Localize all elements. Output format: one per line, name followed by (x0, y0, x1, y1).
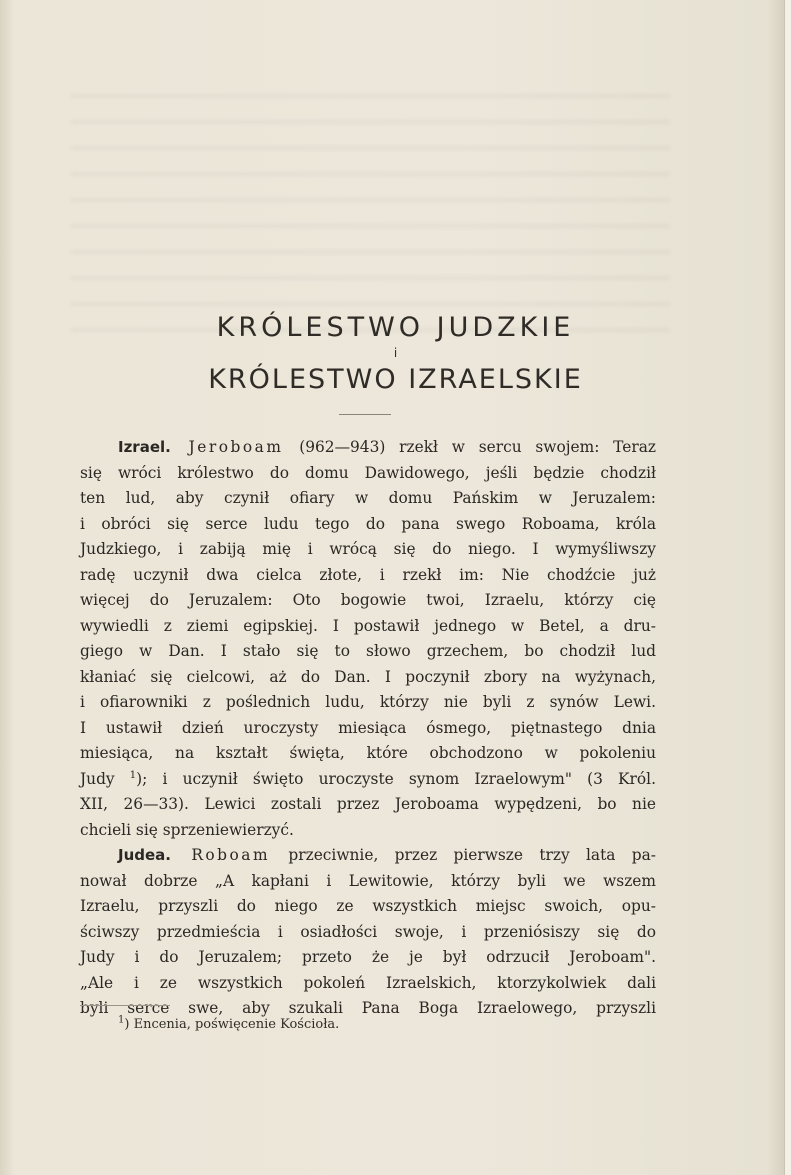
text-line: ten lud, aby czynił ofiary w domu Pańskim w Jeruzalem: (80, 489, 656, 507)
text-line: giego w Dan. I stało się to słowo grzechem, bo chodził lud (80, 642, 656, 660)
text-line: chcieli się sprzeniewierzyć. (80, 820, 294, 839)
text-line: Izraelu, przyszli do niego ze wszystkich miejsc swoich, opu- (80, 897, 656, 915)
text-line: więcej do Jeruzalem: Oto bogowie twoi, Izraelu, którzy cię (80, 591, 656, 609)
title-divider (339, 414, 391, 415)
text-line: wywiedli z ziemi egipskiej. I postawił jednego w Betel, a dru- (80, 616, 656, 635)
text-line: Judy $^1$); i uczynił święto uroczyste synom Izraelowym" (3 Król. (80, 769, 656, 788)
text-line: Judy i do Jeruzalem; przeto że je był odrzucił Jeroboam". (80, 948, 656, 966)
main-text (80, 435, 656, 1022)
text-line: się wróci królestwo do domu Dawidowego, jeśli będzie chodził (80, 463, 656, 482)
chapter-title-line-1: KRÓLESTWO JUDZKIE (216, 312, 575, 343)
footnote-divider (80, 1005, 170, 1006)
text-line: „Ale i ze wszystkich pokoleń Izraelskich, ktorzykolwiek dali (80, 973, 656, 992)
footnote-reference: 1 (129, 769, 137, 781)
text-line: kłaniać się cielcowi, aż do Dan. I poczynił zbory na wyżynach, (80, 667, 656, 686)
side-title-judea: Judea. (118, 846, 171, 864)
text-line: I ustawił dzień uroczysty miesiąca ósmego, piętnastego dnia (80, 718, 656, 737)
show-through-text (70, 95, 670, 335)
text-line: i obróci się serce ludu tego do pana swego Roboama, króla (80, 514, 656, 533)
page-edge (784, 0, 791, 1175)
text-line: Judzkiego, i zabiją mię i wrócą się do niego. I wymyśliwszy (80, 540, 656, 558)
text-line: miesiąca, na kształt święta, które obchodzono w pokoleniu (80, 744, 656, 762)
text-line: byli serce swe, aby szukali Pana Boga Izraelowego, przyszli (80, 999, 656, 1017)
footnote-mark: 1 (118, 1014, 125, 1026)
chapter-title-line-2: KRÓLESTWO IZRAELSKIE (208, 364, 583, 395)
king-name-jeroboam: Jeroboam (188, 438, 284, 456)
king-name-roboam: Roboam (191, 846, 271, 864)
side-title-izrael: Izrael. (118, 438, 171, 456)
text-line: Judea. Roboam przeciwnie, przez pierwsze trzy lata pa- (118, 846, 656, 864)
text-line: XII, 26—33). Lewici zostali przez Jeroboama wypędzeni, bo nie (80, 795, 656, 813)
text-line: nował dobrze „A kapłani i Lewitowie, którzy byli we wszem (80, 871, 656, 890)
footnote-text: ) Encenia, poświęcenie Kościoła. (124, 1017, 340, 1032)
text-line: i ofiarowniki z poślednich ludu, którzy nie byli z synów Lewi. (80, 693, 656, 711)
text-line: ściwszy przedmieścia i osiadłości swoje, i przeniósiszy się do (80, 922, 656, 941)
chapter-title-conjunction: i (393, 346, 398, 360)
text-line: radę uczynił dwa cielca złote, i rzekł im: Nie chodźcie już (80, 565, 656, 584)
text-line: Izrael. Jeroboam (962—943) rzekł w sercu swojem: Teraz (118, 438, 656, 456)
footnote (118, 1014, 340, 1032)
